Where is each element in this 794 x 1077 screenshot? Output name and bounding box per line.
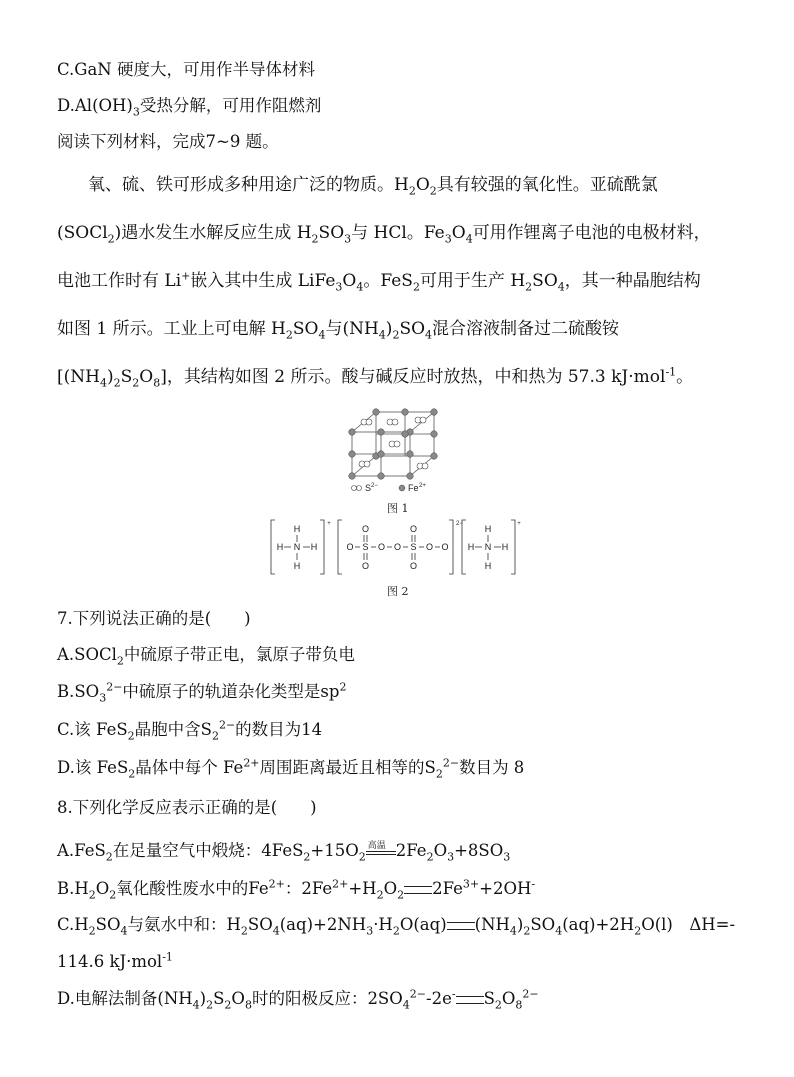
q8-option-b: $B.H_2O_2$氧化酸性废水中的$Fe^{2+}$：$2Fe^{2+}+H_2O_2$ $2Fe^{3+}+2OH^-$ [57, 877, 536, 902]
legend-fe-label: Fe [408, 483, 419, 493]
svg-text:O: O [441, 542, 449, 552]
reading-instruction: 阅读下列材料，完成7~9 题。 [57, 132, 279, 151]
q7-option-d: D.该 FeS$_2$晶体中每个 $Fe^{2+}$周围距离最近且相等的$S_2^{2-}$数目为 8 [57, 756, 525, 781]
svg-text:H: H [293, 561, 301, 571]
svg-text:O: O [361, 524, 370, 534]
svg-text:2+: 2+ [419, 483, 426, 489]
svg-text:O: O [409, 524, 418, 534]
material-line-3: 电池工作时有 Li+嵌入其中生成 $LiFe_3O_4$。FeS$_2$可用于生产 $H_2SO_4$，其一种晶胞结构 [57, 269, 701, 294]
condition-arrow: 高温 [366, 845, 396, 859]
q7-option-b: $B.SO_3^{2-}$中硫原子的轨道杂化类型是$sp^2$ [57, 680, 347, 705]
svg-text:O: O [425, 542, 434, 552]
figure2-structure [268, 517, 523, 579]
option-d-prev: $D.Al(OH)_3$受热分解，可用作阻燃剂 [57, 96, 322, 119]
svg-text:N: N [293, 542, 301, 552]
option-c-prev: C.GaN 硬度大，可用作半导体材料 [57, 60, 315, 79]
svg-text:H: H [484, 524, 492, 534]
svg-text:H: H [501, 542, 509, 552]
svg-text:S: S [362, 542, 369, 552]
svg-text:2−: 2− [456, 521, 463, 527]
svg-text:N: N [484, 542, 492, 552]
material-line-1: 氧、硫、铁可形成多种用途广泛的物质。$H_2O_2$具有较强的氧化性。亚硫酰氯 [88, 175, 658, 198]
svg-text:H: H [467, 542, 475, 552]
svg-text:O: O [346, 542, 354, 552]
material-line-2: (SOCl$_2$)遇水发生水解反应生成 $H_2SO_3$与 HCl。$Fe_3O_4$可用作锂离子电池的电极材料， [57, 223, 711, 246]
svg-text:H: H [276, 542, 284, 552]
figure1-crystal-cell [340, 402, 450, 497]
svg-text:O: O [393, 542, 402, 552]
legend-s2-label: S [365, 483, 372, 493]
svg-text:+: + [517, 521, 521, 527]
svg-text:O: O [377, 542, 386, 552]
svg-text:O: O [409, 561, 418, 571]
q7-stem: 7.下列说法正确的是( ) [57, 609, 251, 628]
figure2-caption: 图 2 [387, 585, 409, 598]
svg-text:S: S [410, 542, 417, 552]
svg-text:H: H [484, 561, 492, 571]
q8-option-d: D.电解法制备$(NH_4)_2S_2O_8$时的阳极反应：$2SO_4^{2-}-2e^-$ $S_2O_8^{2-}$ [57, 987, 539, 1012]
q8-option-c: $C.H_2SO_4$与氨水中和：$H_2SO_4(aq)+2NH_3\cdot H_2O(aq)$ $(NH_4)_2SO_4(aq)+2H_2O(l)$ ΔH=- [57, 915, 736, 938]
svg-text:H: H [293, 524, 301, 534]
figure1-caption: 图 1 [387, 502, 409, 515]
q8-option-c-cont: 114.6 kJ·mol$^{-1}$ [57, 950, 173, 971]
q7-option-c: C.该 FeS$_2$晶胞中含$S_2^{2-}$的数目为14 [57, 718, 323, 743]
svg-text:2−: 2− [371, 483, 378, 489]
q8-stem: 8.下列化学反应表示正确的是( ) [57, 798, 317, 817]
material-line-5: $[(NH_4)_2S_2O_8]$，其结构如图 2 所示。酸与碱反应时放热，中和热为 57.3 kJ·mol$^{-1}$。 [57, 365, 694, 390]
q7-option-a: A.SOCl$_2$中硫原子带正电，氯原子带负电 [57, 645, 355, 668]
svg-text:H: H [310, 542, 318, 552]
q8-option-a: A.FeS$_2$在足量空气中煅烧：$4FeS_2+15O_2$ 高温 $2Fe_2O_3+8SO_3$ [57, 840, 511, 864]
svg-text:+: + [327, 521, 331, 527]
material-line-4: 如图 1 所示。工业上可电解 $H_2SO_4$与$(NH_4)_2SO_4$混合溶液制备过二硫酸铵 [57, 319, 620, 342]
svg-text:O: O [361, 561, 370, 571]
